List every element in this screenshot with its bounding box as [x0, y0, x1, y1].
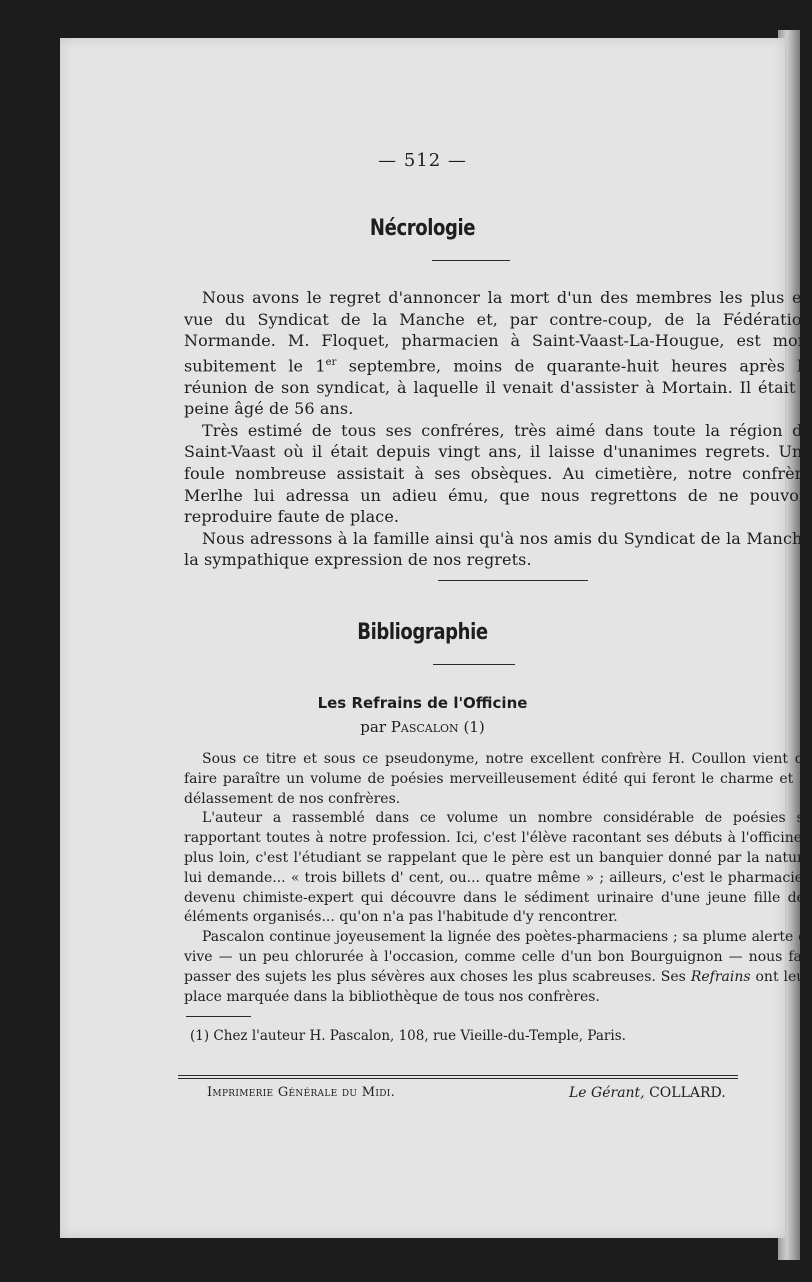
document-page — [60, 38, 812, 1238]
gerant-line — [569, 1085, 726, 1101]
necrologie-paragraph: Nous adressons à la famille ainsi qu'à nos amis du Syndicat de la Manche la sympathique expression de nos regrets. — [184, 528, 812, 570]
italic-title: Refrains — [690, 968, 751, 985]
necrologie-paragraph — [184, 287, 812, 420]
page-number: — 512 — — [378, 150, 467, 171]
paragraph-text: septembre, moins de quarante-huit heures après la réunion de son syndicat, à laquelle il venait d'assister à Mortain. Il était à peine âgé de 56 ans. — [184, 356, 812, 419]
by-label: par — [360, 718, 386, 736]
necrologie-heading: Nécrologie — [369, 216, 476, 241]
bibliographie-paragraph: Sous ce titre et sous ce pseudonyme, notre excellent confrère H. Coullon vient de faire paraître un volume de poésies merveilleusement édité qui feront le charme et le délassement de nos confrères. — [184, 751, 812, 807]
footnote-rule — [186, 1016, 251, 1017]
heading-rule — [433, 664, 515, 665]
book-title: Les Refrains de l'Officine — [317, 694, 528, 712]
paragraph-text: ont leur place marquée dans la bibliothèque de tous nos confrères. — [184, 968, 812, 1005]
gerant-name: COLLARD. — [649, 1085, 726, 1101]
book-author-line — [60, 718, 785, 736]
gerant-label: Le Gérant, — [569, 1085, 645, 1101]
heading-rule — [432, 260, 510, 261]
necrologie-body — [184, 287, 812, 571]
bibliographie-body — [184, 750, 812, 1007]
necrologie-paragraph: Très estimé de tous ses confréres, très aimé dans toute la région de Saint-Vaast où il était depuis vingt ans, il laisse d'unanimes regrets. Une foule nombreuse assistait à ses obsèques. Au cimetière, notre confrère Merlhe lui adressa un adieu ému, que nous regrettons de ne pouvoir reproduire faute de place. — [184, 420, 812, 527]
paragraph-text: Nous avons le regret d'annoncer la mort d'un des membres les plus en vue du Syndicat de la Manche et, par contre-coup, de la Fédération Normande. M. Floquet, pharmacien à Saint-Vaast-La-Hougue, est mort subitement le 1 — [184, 288, 812, 376]
footer-rule — [178, 1075, 738, 1079]
bibliographie-heading: Bibliographie — [357, 620, 488, 645]
paragraph-text: Pascalon continue joyeusement la lignée des poètes-pharmaciens ; sa plume alerte et vive — un peu chlorurée à l'occasion, comme celle d'un bon Bourguignon — nous fait passer des sujets les plus sévères aux choses les plus scabreuses. Ses — [184, 929, 812, 985]
printer-imprint: Imprimerie Générale du Midi. — [207, 1085, 396, 1100]
section-divider — [438, 580, 588, 581]
bibliographie-paragraph — [184, 928, 812, 1007]
author-name: Pascalon — [390, 718, 459, 736]
footnote-ref: (1) — [463, 718, 485, 736]
superscript: er — [325, 356, 337, 368]
bibliographie-paragraph: L'auteur a rassemblé dans ce volume un nombre considérable de poésies se rapportant toutes à notre profession. Ici, c'est l'élève racontant ses débuts à l'officine ; plus loin, c'est l'étudiant se rappelant que le père est un banquier donné par la nature lui demande... « trois billets d' cent, ou... quatre même » ; ailleurs, c'est le pharmacien devenu chimiste-expert qui découvre dans le sédiment urinaire d'une jeune fille des éléments organisés... qu'on n'a pas l'habitude d'y rencontrer. — [184, 810, 812, 926]
footnote: (1) Chez l'auteur H. Pascalon, 108, rue Vieille-du-Temple, Paris. — [190, 1028, 626, 1044]
